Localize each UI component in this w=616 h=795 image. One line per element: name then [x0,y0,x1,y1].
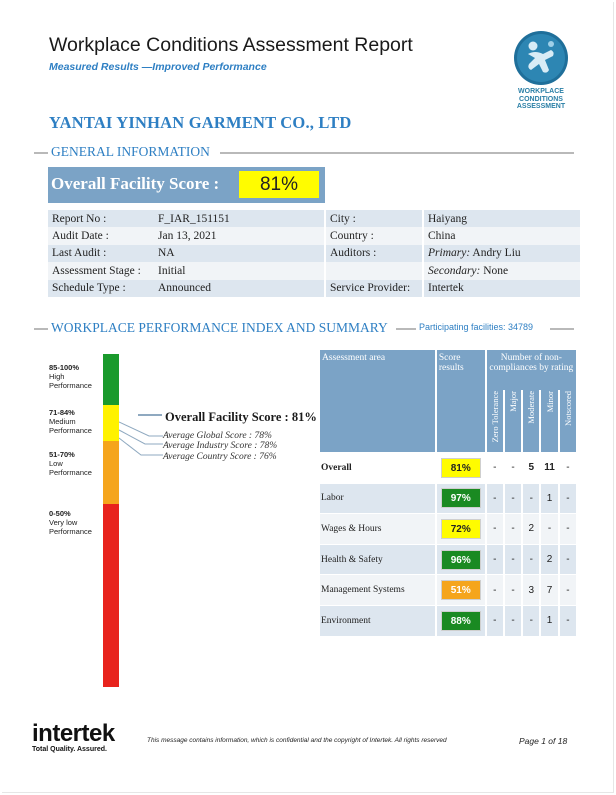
noncompliance-count: - [505,605,521,636]
city-value: Haiyang [424,210,580,227]
band-high [103,354,119,405]
noncompliance-count: - [487,452,503,483]
service-provider-value: Intertek [424,280,580,297]
summary-row [320,452,576,483]
header-assessment-area: Assessment area [320,350,435,452]
intertek-tagline: Total Quality. Assured. [32,746,107,753]
legend-high: 85-100% High Performance [49,363,92,390]
service-provider-label: Service Provider: [326,280,422,297]
score-badge: 51% [441,580,481,600]
noncompliance-count: - [523,483,539,514]
overall-facility-score [48,167,325,203]
noncompliance-count: - [505,483,521,514]
band-very-low [103,504,119,687]
country-value: China [424,227,580,244]
noncompliance-count: - [523,605,539,636]
noncompliance-count: - [523,544,539,575]
summary-row [320,605,576,636]
logo-line-2: CONDITIONS [519,95,563,103]
legend-low: 51-70% Low Performance [49,450,92,477]
col-zero-tolerance: Zero Tolerance [487,390,503,452]
noncompliance-count: - [560,544,576,575]
average-country-score: Average Country Score : 76% [163,452,277,462]
score-badge: 88% [441,611,481,631]
audit-date-label: Audit Date : [48,227,154,244]
noncompliance-count: 5 [523,452,539,483]
noncompliance-count: 1 [541,483,557,514]
col-major: Major [505,390,521,452]
summary-row [320,513,576,544]
col-minor: Minor [541,390,557,452]
participating-facilities: Participating facilities: 34789 [419,322,534,332]
confidentiality-notice: This message contains information, which is confidential and the copyright of Intertek. All rights reserved [147,737,447,744]
summary-table [318,350,578,636]
band-low [103,441,119,504]
col-notscored: Notscored [560,390,576,452]
noncompliance-count: - [505,544,521,575]
logo-line-1: WORKPLACE [518,88,564,95]
country-label: Country : [326,227,422,244]
noncompliance-count: - [560,574,576,605]
score-badge: 81% [441,458,481,478]
average-leader-lines [119,418,167,462]
summary-area: Wages & Hours [320,513,435,544]
auditors-label: Auditors : [326,245,422,262]
summary-row [320,544,576,575]
noncompliance-count: - [505,513,521,544]
score-badge: 97% [441,488,481,508]
performance-scale-bar [103,354,119,687]
header-score-results: Score results [437,350,485,452]
schedule-type-value: Announced [154,280,324,297]
summary-score-cell [437,544,485,575]
empty-label [326,262,422,279]
general-info-table [48,210,580,297]
summary-row [320,483,576,514]
noncompliance-count: 1 [541,605,557,636]
summary-area: Environment [320,605,435,636]
noncompliance-count: - [560,483,576,514]
general-info-heading: GENERAL INFORMATION [34,144,574,160]
summary-score-cell [437,483,485,514]
info-row [48,245,580,262]
info-row [48,280,580,297]
audit-date-value: Jan 13, 2021 [154,227,324,244]
last-audit-label: Last Audit : [48,245,154,262]
summary-area: Health & Safety [320,544,435,575]
schedule-type-label: Schedule Type : [48,280,154,297]
col-moderate: Moderate [523,390,539,452]
noncompliance-count: 7 [541,574,557,605]
legend-medium: 71-84% Medium Performance [49,408,92,435]
noncompliance-count: 11 [541,452,557,483]
noncompliance-count: - [505,452,521,483]
noncompliance-count: 2 [541,544,557,575]
summary-score-cell [437,513,485,544]
assessment-stage-value: Initial [154,262,324,279]
noncompliance-count: - [487,483,503,514]
summary-area: Overall [320,452,435,483]
overall-score-value: 81% [239,171,319,198]
overall-score-marker [138,414,162,416]
report-no-value: F_IAR_151151 [154,210,324,227]
intertek-wordmark: intertek [32,720,115,747]
overall-facility-score-text: Overall Facility Score : 81% [165,410,317,424]
company-name: YANTAI YINHAN GARMENT CO., LTD [49,113,352,132]
logo-line-3: ASSESSMENT [516,103,566,110]
score-badge: 72% [441,519,481,539]
header-non-compliances: Number of non-compliances by rating [487,350,576,390]
noncompliance-count: 3 [523,574,539,605]
noncompliance-count: - [487,605,503,636]
info-row [48,210,580,227]
noncompliance-count: 2 [523,513,539,544]
average-global-score: Average Global Score : 78% [163,431,272,441]
overall-score-label: Overall Facility Score : [51,174,220,193]
summary-score-cell [437,574,485,605]
noncompliance-count: - [560,452,576,483]
secondary-auditor: Secondary: None [424,262,580,279]
summary-area: Labor [320,483,435,514]
performance-heading: WORKPLACE PERFORMANCE INDEX AND SUMMARY Participating facilities: 34789 [34,320,574,336]
noncompliance-count: - [487,574,503,605]
summary-score-cell [437,605,485,636]
info-row [48,262,580,279]
page-number: Page 1 of 18 [519,736,568,746]
city-label: City : [326,210,422,227]
legend-very-low: 0-50% Very low Performance [49,509,92,536]
assessment-stage-label: Assessment Stage : [48,262,154,279]
info-row [48,227,580,244]
noncompliance-count: - [487,544,503,575]
primary-auditor: Primary: Andry Liu [424,245,580,262]
intertek-logo [32,720,115,753]
noncompliance-count: - [560,513,576,544]
score-badge: 96% [441,550,481,570]
report-title: Workplace Conditions Assessment Report [49,34,413,56]
band-medium [103,405,119,441]
wca-logo [510,30,572,111]
last-audit-value: NA [154,245,324,262]
noncompliance-count: - [487,513,503,544]
report-subtitle: Measured Results —Improved Performance [49,61,267,73]
average-industry-score: Average Industry Score : 78% [163,441,278,451]
globe-figure-icon [513,30,569,86]
summary-area: Management Systems [320,574,435,605]
summary-score-cell [437,452,485,483]
noncompliance-count: - [505,574,521,605]
summary-row [320,574,576,605]
noncompliance-count: - [541,513,557,544]
report-no-label: Report No : [48,210,154,227]
noncompliance-count: - [560,605,576,636]
